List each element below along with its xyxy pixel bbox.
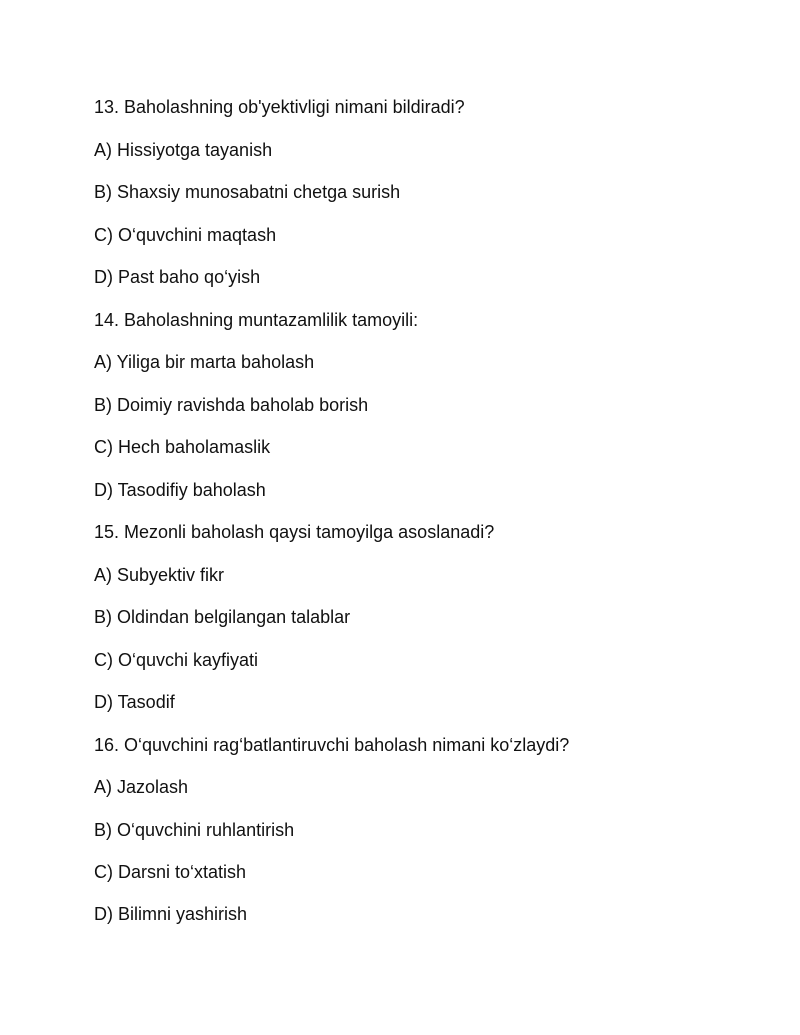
question-14-option-d: D) Tasodifiy baholash (94, 480, 266, 500)
question-16-option-a: A) Jazolash (94, 777, 189, 797)
question-14-text: 14. Baholashning muntazamlilik tamoyili: (94, 310, 419, 330)
question-13-option-a: A) Hissiyotga tayanish (94, 140, 273, 160)
question-15-option-c: C) O‘quvchi kayfiyati (94, 650, 259, 670)
question-13-option-d: D) Past baho qo‘yish (94, 267, 261, 287)
question-13-text: 13. Baholashning ob'yektivligi nimani bildiradi? (94, 97, 465, 117)
question-14-option-c: C) Hech baholamaslik (94, 437, 271, 457)
question-15-option-b: B) Oldindan belgilangan talablar (94, 607, 351, 627)
question-14-option-b: B) Doimiy ravishda baholab borish (94, 395, 369, 415)
question-15-text: 15. Mezonli baholash qaysi tamoyilga asoslanadi? (94, 522, 495, 542)
question-15-option-d: D) Tasodif (94, 692, 175, 712)
question-15-option-a: A) Subyektiv fikr (94, 565, 225, 585)
question-16-option-c: C) Darsni to‘xtatish (94, 862, 247, 882)
question-13-option-b: B) Shaxsiy munosabatni chetga surish (94, 182, 401, 202)
question-14-option-a: A) Yiliga bir marta baholash (94, 352, 315, 372)
question-16-option-d: D) Bilimni yashirish (94, 904, 248, 924)
question-16-text: 16. O‘quvchini rag‘batlantiruvchi baholash nimani ko‘zlaydi? (94, 735, 570, 755)
question-13-option-c: C) O‘quvchini maqtash (94, 225, 277, 245)
question-16-option-b: B) O‘quvchini ruhlantirish (94, 820, 295, 840)
